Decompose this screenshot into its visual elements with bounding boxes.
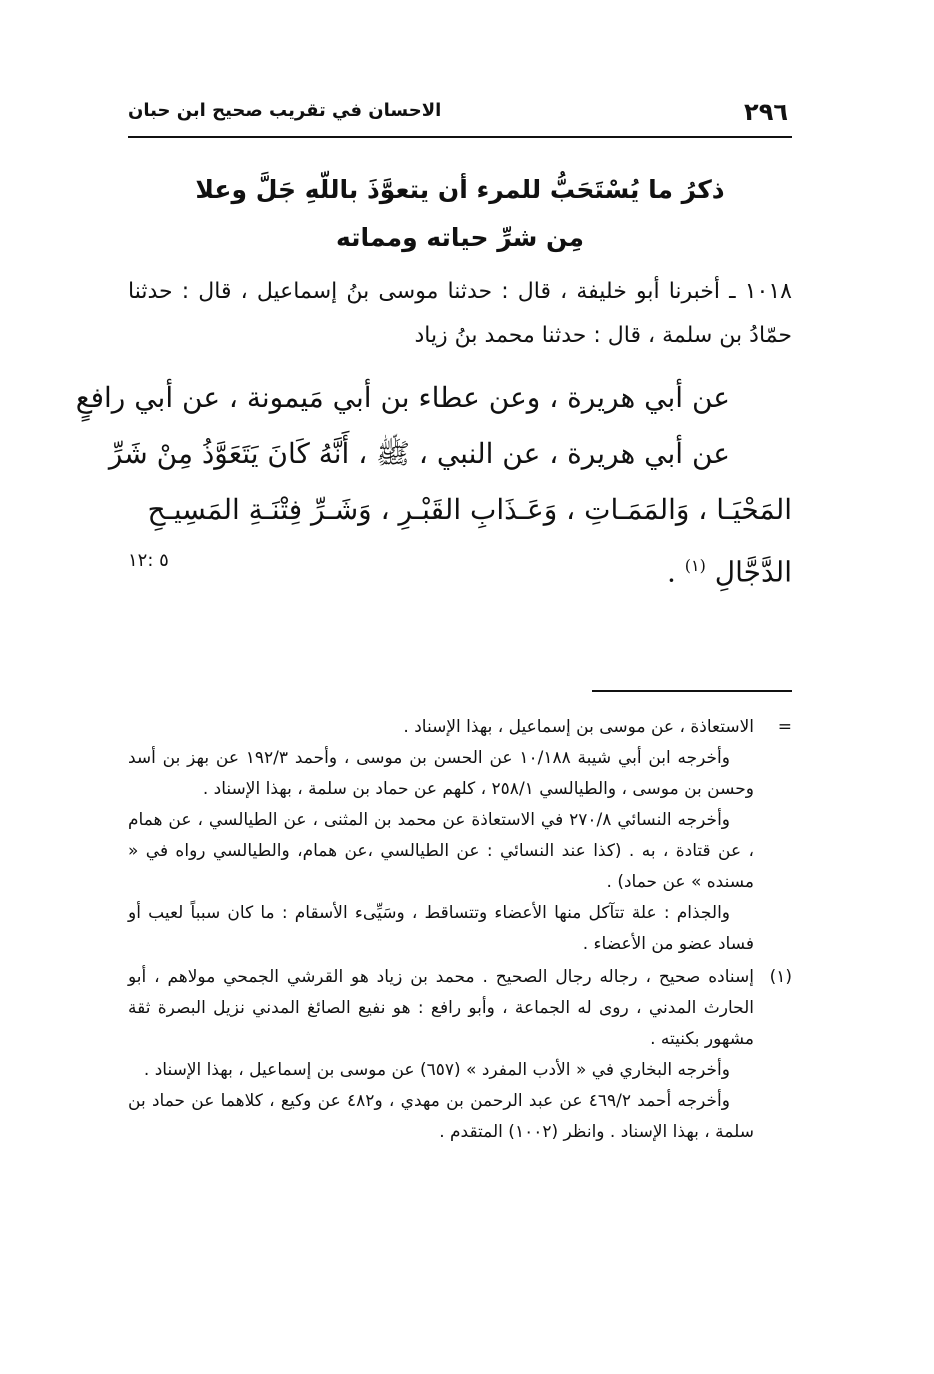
matn-end-punct: . bbox=[666, 555, 676, 589]
running-title: الاحسان في تقريب صحيح ابن حبان bbox=[128, 100, 442, 121]
footnote-paragraph: الاستعاذة ، عن موسى بن إسماعيل ، بهذا الإسناد . bbox=[403, 717, 754, 737]
header-rule bbox=[128, 136, 792, 138]
footnote-paragraph: والجذام : علة تتآكل منها الأعضاء وتتساقط ، وسَيِّىء الأسقام : ما كان سبباً لعيب أو فساد عضو من الأعضاء . bbox=[128, 903, 754, 954]
hadith-isnad: ١٠١٨ ـ أخبرنا أبو خليفة ، قال : حدثنا موسى بنُ إسماعيل ، قال : حدثنا حمّادُ بن سلمة ، قال : حدثنا محمد بنُ زياد bbox=[128, 279, 792, 348]
continuation-marker: = bbox=[777, 717, 792, 737]
footnote-continuation bbox=[128, 712, 792, 960]
footnote-paragraph: وأخرجه البخاري في « الأدب المفرد » (٦٥٧) عن موسى بن إسماعيل ، بهذا الإسناد . bbox=[143, 1060, 730, 1080]
matn-line-3: المَحْيَـا ، وَالمَمَـاتِ ، وَعَـذَابِ القَبْـرِ ، وَشَـرِّ فِتْنَـةِ المَسِيـحِ bbox=[147, 493, 792, 526]
matn-line-4 bbox=[128, 538, 792, 600]
matn-line-2: عن أبي هريرة ، عن النبي ، ﷺ ، أَنَّهُ كَانَ يَتَعَوَّذُ مِنْ شَرِّ bbox=[108, 437, 730, 470]
matn-line-4-text: الدَّجَّالِ bbox=[714, 555, 792, 589]
footnote-paragraph: وأخرجه النسائي ٢٧٠/٨ في الاستعاذة عن محمد بن المثنى ، عن الطيالسي ، عن همام ، عن قتادة ، به . (كذا عند النسائي : عن الطيالسي ،عن همام، والطيالسي رواه في « مسنده » عن حماد) . bbox=[128, 810, 754, 892]
footnote-paragraph: إسناده صحيح ، رجاله رجال الصحيح . محمد بن زياد هو القرشي الجمحي مولاهم ، أبو الحارث المدني ، روى له الجماعة ، وأبو رافع : هو نفيع الصائغ المدني نزيل البصرة ثقة مشهور بكنيته . bbox=[128, 967, 754, 1049]
footnote-1 bbox=[128, 962, 792, 1148]
margin-reference: ٥ :١٢ bbox=[128, 550, 169, 571]
footnote-reference[interactable]: (١) bbox=[684, 556, 706, 575]
footnote-rule bbox=[592, 690, 792, 692]
page-header bbox=[128, 98, 792, 134]
page-number: ٢٩٦ bbox=[744, 98, 788, 126]
footnote-paragraph: وأخرجه أحمد ٤٦٩/٢ عن عبد الرحمن بن مهدي ، و٤٨٢ عن وكيع ، كلاهما عن حماد بن سلمة ، بهذا الإسناد . وانظر (١٠٠٢) المتقدم . bbox=[128, 1091, 754, 1142]
footnote-paragraph: وأخرجه ابن أبي شيبة ١٠/١٨٨ عن الحسن بن موسى ، وأحمد ١٩٢/٣ عن بهز بن أسد وحسن بن موسى ، والطيالسي ٢٥٨/١ ، كلهم عن حماد بن سلمة ، بهذا الإسناد . bbox=[128, 748, 754, 799]
chapter-heading-line-2: مِن شرِّ حياته ومماته bbox=[335, 223, 585, 252]
hadith-matn bbox=[75, 370, 792, 600]
chapter-heading-line-1: ذكرُ ما يُسْتَحَبُّ للمرء أن يتعوَّذَ باللّهِ جَلَّ وعلا bbox=[195, 175, 725, 204]
matn-line-1: عن أبي هريرة ، وعن عطاء بن أبي مَيمونة ، عن أبي رافعٍ bbox=[75, 381, 730, 414]
footnote-1-marker: (١) bbox=[769, 967, 792, 987]
chapter-heading bbox=[128, 166, 792, 262]
footnotes bbox=[128, 712, 792, 1150]
